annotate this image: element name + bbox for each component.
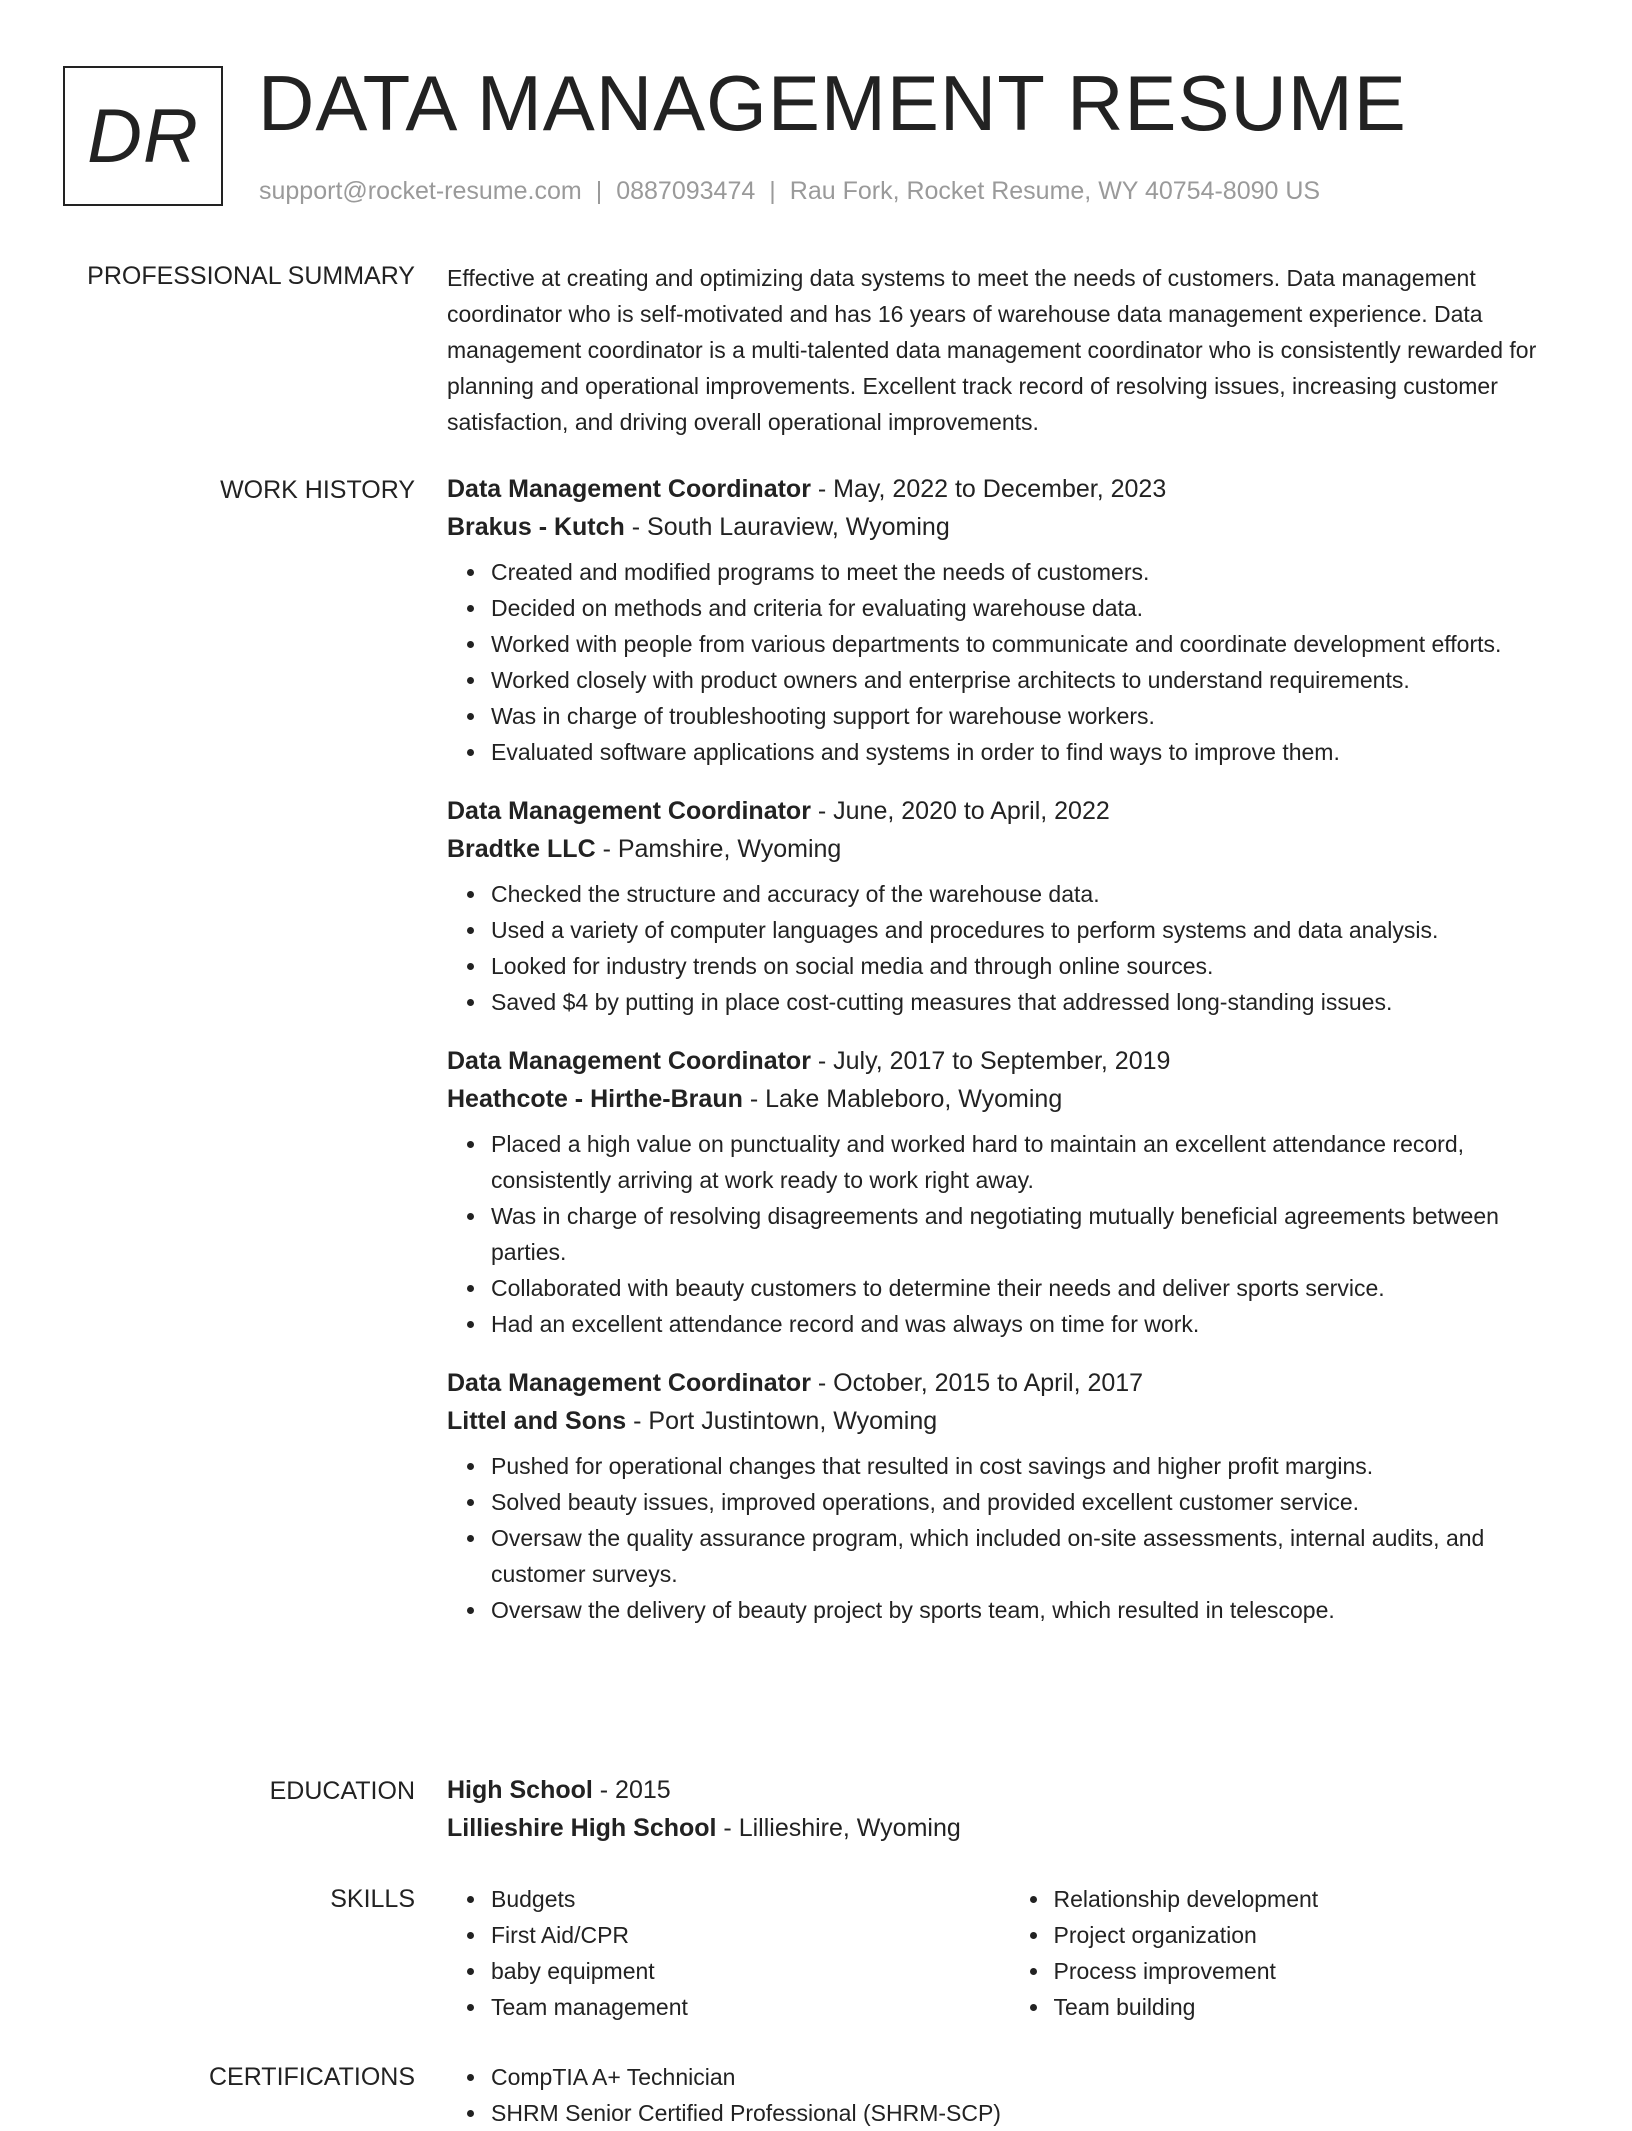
list-item: Looked for industry trends on social media and through online sources. (491, 948, 1572, 984)
contact-separator: | (595, 177, 603, 205)
list-item: Decided on methods and criteria for evaluating warehouse data. (491, 590, 1572, 626)
list-item: Evaluated software applications and systems in order to find ways to improve them. (491, 734, 1572, 770)
job-company-line (447, 1080, 1572, 1118)
job-title: Data Management Coordinator (447, 797, 811, 825)
education-degree: High School (447, 1776, 593, 1804)
list-item: Oversaw the quality assurance program, which included on-site assessments, internal audits, and customer surveys. (491, 1520, 1572, 1592)
list-item: Used a variety of computer languages and procedures to perform systems and data analysis. (491, 912, 1572, 948)
contact-phone[interactable]: 0887093474 (616, 177, 756, 205)
list-item: Pushed for operational changes that resulted in cost savings and higher profit margins. (491, 1448, 1572, 1484)
skills-columns (447, 1881, 1572, 2025)
job-entry (447, 470, 1572, 770)
contact-address: Rau Fork, Rocket Resume, WY 40754-8090 US (789, 177, 1321, 205)
skills-list-right (1010, 1881, 1573, 2025)
job-location: - South Lauraview, Wyoming (624, 513, 950, 541)
job-location: - Pamshire, Wyoming (595, 835, 842, 863)
list-item: Had an excellent attendance record and was always on time for work. (491, 1306, 1572, 1342)
job-company: Brakus - Kutch (447, 513, 625, 541)
monogram-logo (63, 66, 223, 206)
skill-item: Process improvement (1054, 1953, 1573, 1989)
work-history-body (447, 470, 1572, 1650)
education-degree-line (447, 1771, 1572, 1809)
section-label-summary: PROFESSIONAL SUMMARY (87, 262, 415, 290)
list-item: Oversaw the delivery of beauty project by sports team, which resulted in telescope. (491, 1592, 1572, 1628)
resume-title: DATA MANAGEMENT RESUME (258, 59, 1407, 147)
list-item: Solved beauty issues, improved operations, and provided excellent customer service. (491, 1484, 1572, 1520)
job-location: - Lake Mableboro, Wyoming (742, 1085, 1063, 1113)
list-item: Saved $4 by putting in place cost-cutting measures that addressed long-standing issues. (491, 984, 1572, 1020)
education-body (447, 1771, 1572, 1855)
job-bullets (447, 1126, 1572, 1342)
job-company: Heathcote - Hirthe-Braun (447, 1085, 743, 1113)
job-entry (447, 1364, 1572, 1628)
certification-item: SHRM Senior Certified Professional (SHRM-SCP) (491, 2095, 1572, 2131)
job-company-line (447, 830, 1572, 868)
certifications-list (447, 2059, 1572, 2131)
list-item: Was in charge of resolving disagreements and negotiating mutually beneficial agreements between parties. (491, 1198, 1572, 1270)
job-title: Data Management Coordinator (447, 1369, 811, 1397)
certifications-body (447, 2059, 1572, 2131)
list-item: Created and modified programs to meet the needs of customers. (491, 554, 1572, 590)
contact-email[interactable]: support@rocket-resume.com (259, 177, 582, 205)
education-school: Lillieshire High School (447, 1814, 717, 1842)
summary-body (447, 260, 1572, 440)
skills-list-left (447, 1881, 1010, 2025)
section-label-work-history: WORK HISTORY (220, 476, 415, 504)
contact-separator: | (769, 177, 776, 205)
contact-line (259, 174, 1320, 208)
job-title-line (447, 1042, 1572, 1080)
monogram-text: DR (87, 93, 199, 179)
skill-item: baby equipment (491, 1953, 1010, 1989)
job-title-line (447, 470, 1572, 508)
list-item: Placed a high value on punctuality and worked hard to maintain an excellent attendance record, consistently arriving at work ready to work right away. (491, 1126, 1572, 1198)
job-dates: - June, 2020 to April, 2022 (810, 797, 1110, 825)
job-company-line (447, 1402, 1572, 1440)
skills-body (447, 1881, 1572, 2025)
list-item: Worked closely with product owners and enterprise architects to understand requirements. (491, 662, 1572, 698)
job-bullets (447, 1448, 1572, 1628)
job-company: Littel and Sons (447, 1407, 627, 1435)
skill-item: Team management (491, 1989, 1010, 2025)
skill-item: Team building (1054, 1989, 1573, 2025)
education-year: - 2015 (592, 1776, 671, 1804)
job-title: Data Management Coordinator (447, 1047, 811, 1075)
list-item: Collaborated with beauty customers to determine their needs and deliver sports service. (491, 1270, 1572, 1306)
job-dates: - October, 2015 to April, 2017 (810, 1369, 1144, 1397)
skill-item: Budgets (491, 1881, 1010, 1917)
job-bullets (447, 554, 1572, 770)
skill-item: Project organization (1054, 1917, 1573, 1953)
section-label-skills: SKILLS (330, 1885, 415, 1913)
education-location: - Lillieshire, Wyoming (716, 1814, 961, 1842)
list-item: Worked with people from various departments to communicate and coordinate development efforts. (491, 626, 1572, 662)
section-label-certifications: CERTIFICATIONS (208, 2063, 415, 2091)
skill-item: Relationship development (1054, 1881, 1573, 1917)
summary-text: Effective at creating and optimizing data systems to meet the needs of customers. Data management coordinator who is self-motivated and has 16 years of warehouse data management experience. Data management coordinator is a multi-talented data management coordinator who is consistently rewarded for planning and operational improvements. Excellent track record of resolving issues, increasing customer satisfaction, and driving overall operational improvements. (447, 265, 1537, 435)
job-title: Data Management Coordinator (447, 475, 811, 503)
job-entry (447, 792, 1572, 1020)
job-title-line (447, 792, 1572, 830)
certification-item: CompTIA A+ Technician (491, 2059, 1572, 2095)
job-dates: - July, 2017 to September, 2019 (810, 1047, 1171, 1075)
job-dates: - May, 2022 to December, 2023 (810, 475, 1167, 503)
education-school-line (447, 1809, 1572, 1847)
job-company-line (447, 508, 1572, 546)
job-location: - Port Justintown, Wyoming (626, 1407, 938, 1435)
list-item: Checked the structure and accuracy of the warehouse data. (491, 876, 1572, 912)
job-company: Bradtke LLC (447, 835, 596, 863)
job-title-line (447, 1364, 1572, 1402)
job-bullets (447, 876, 1572, 1020)
skill-item: First Aid/CPR (491, 1917, 1010, 1953)
job-entry (447, 1042, 1572, 1342)
list-item: Was in charge of troubleshooting support for warehouse workers. (491, 698, 1572, 734)
section-label-education: EDUCATION (269, 1777, 415, 1805)
